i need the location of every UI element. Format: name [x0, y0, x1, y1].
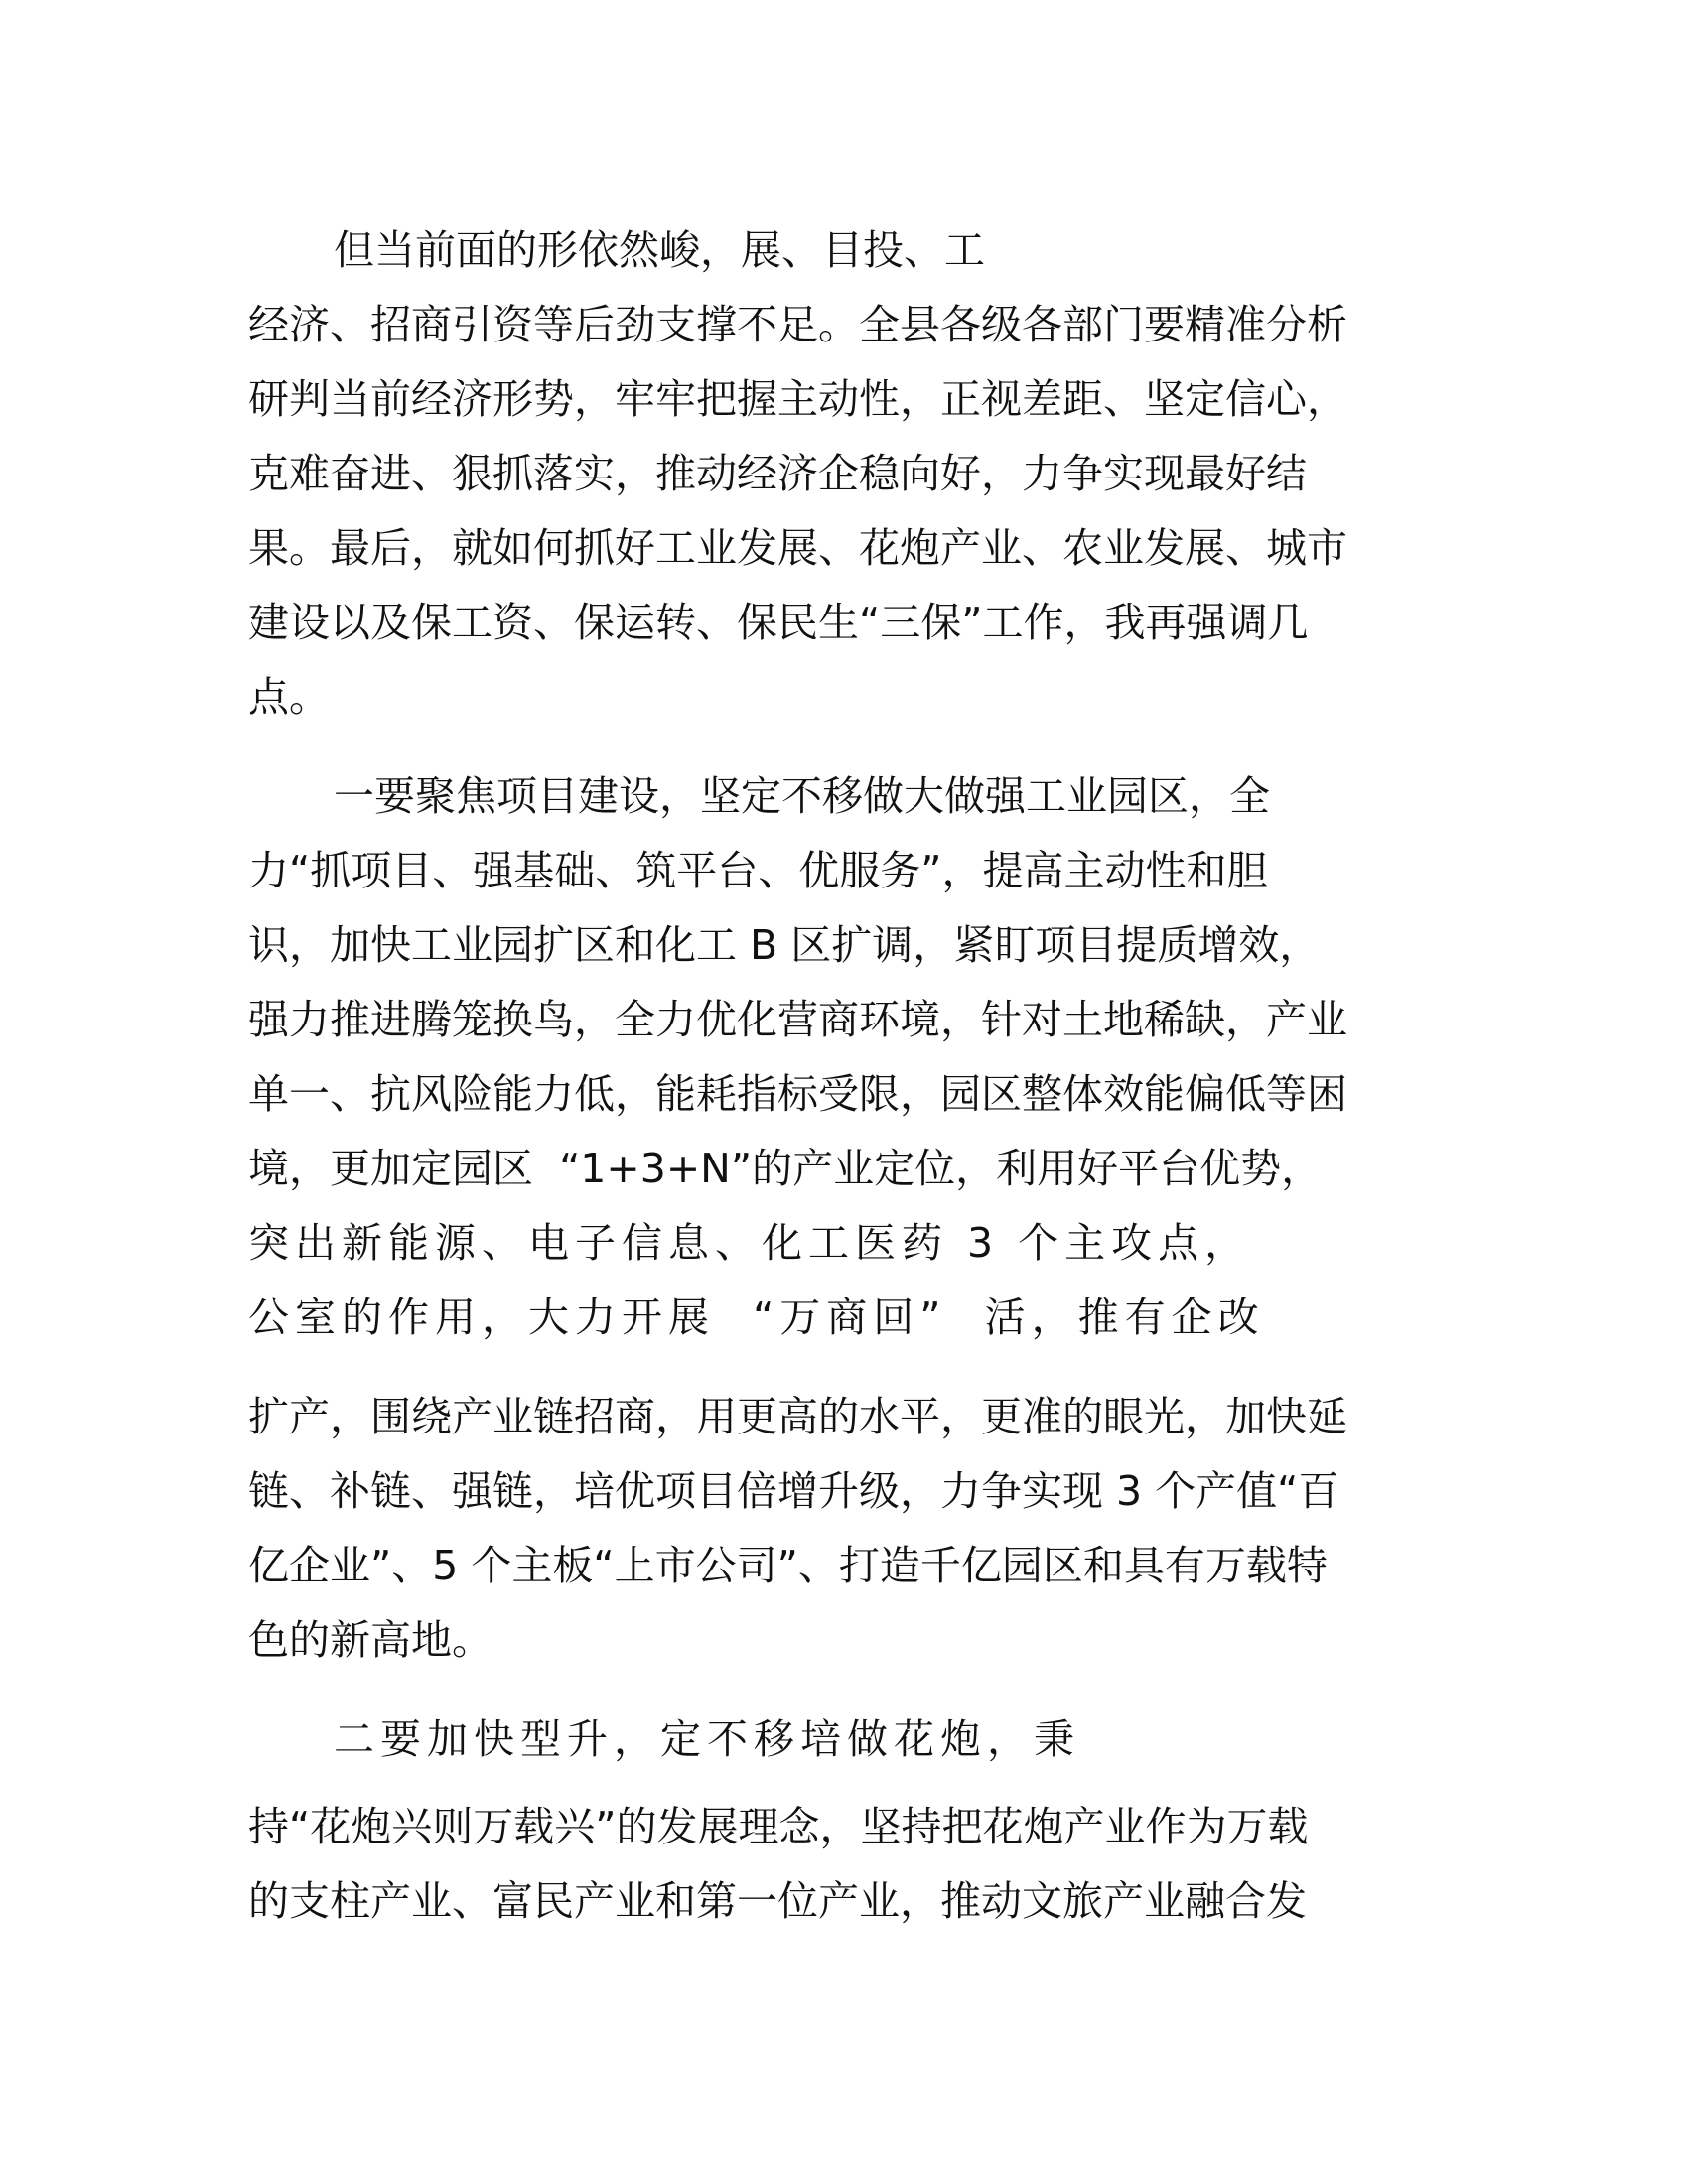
text-line: 一要聚焦项目建设，坚定不移做大做强工业园区，全	[334, 772, 1270, 820]
text-line: 色的新高地。	[248, 1616, 492, 1664]
text-line: 的支柱产业、富民产业和第一位产业，推动文旅产业融合发	[248, 1877, 1307, 1925]
text-line: 经济、招商引资等后劲支撑不足。全县各级各部门要精准分析	[248, 301, 1347, 348]
text-line: 单一、抗风险能力低，能耗指标受限，园区整体效能偏低等困	[248, 1070, 1347, 1118]
text-line: 点。	[248, 673, 330, 721]
text-line: 境，更加定园区 “1+3+N”的产业定位，利用好平台优势，	[248, 1145, 1323, 1192]
text-line: 果。最后，就如何抓好工业发展、花炮产业、农业发展、城市	[248, 524, 1347, 572]
text-line: 强力推进腾笼换鸟，全力优化营商环境，针对土地稀缺，产业	[248, 996, 1347, 1043]
text-line: 研判当前经济形势，牢牢把握主动性，正视差距、坚定信心，	[248, 375, 1347, 423]
text-line: 克难奋进、狠抓落实，推动经济企稳向好，力争实现最好结	[248, 450, 1307, 497]
text-line: 但当前面的形依然峻，展、目投、工	[334, 226, 985, 274]
text-line: 链、补链、强链，培优项目倍增升级，力争实现 3 个产值“百	[248, 1467, 1339, 1515]
text-line: 力“抓项目、强基础、筑平台、优服务”，提高主动性和胆	[248, 847, 1268, 894]
text-line: 持“花炮兴则万载兴”的发展理念，坚持把花炮产业作为万载	[248, 1803, 1309, 1850]
text-line: 突出新能源、电子信息、化工医药 3 个主攻点，	[248, 1219, 1252, 1267]
text-line: 亿企业”、5 个主板“上市公司”、打造千亿园区和具有万载特	[248, 1542, 1328, 1589]
text-line: 公室的作用，大力开展 “万商回” 活，推有企改	[248, 1294, 1265, 1341]
text-line: 建设以及保工资、保运转、保民生“三保”工作，我再强调几	[248, 599, 1309, 646]
text-line: 扩产，围绕产业链招商，用更高的水平，更准的眼光，加快延	[248, 1393, 1347, 1440]
text-line: 识，加快工业园扩区和化工 B 区扩调，紧盯项目提质增效，	[248, 921, 1321, 969]
text-line: 二要加快型升，定不移培做花炮，秉	[334, 1715, 1080, 1763]
